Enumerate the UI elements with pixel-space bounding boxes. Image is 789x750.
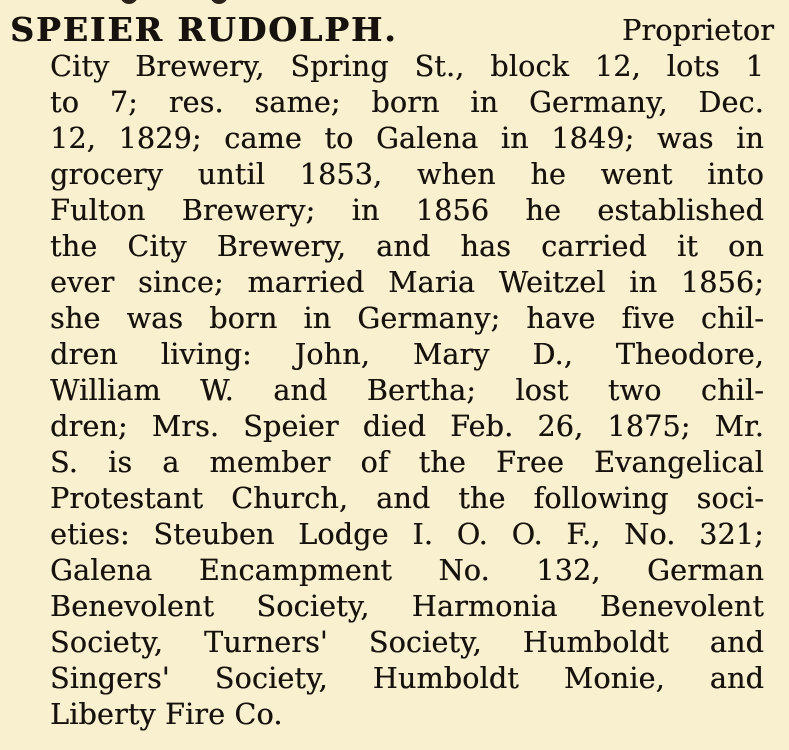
entry-line-17: Society, Turners' Society, Humboldt and [50,625,764,659]
entry-line-15: Galena Encampment No. 132, German [50,553,764,587]
entry-line-13: Protestant Church, and the following soci- [50,481,764,515]
entry-line-1: City Brewery, Spring St., block 12, lots 1 [50,49,764,83]
entry-line-3: 12, 1829; came to Galena in 1849; was in [50,121,764,155]
entry-line-8: she was born in Germany; have five chil- [50,301,764,335]
entry-line-2: to 7; res. same; born in Germany, Dec. [50,85,764,119]
entry-line-5: Fulton Brewery; in 1856 he established [50,193,764,227]
entry-headword: SPEIER RUDOLPH. [10,10,398,49]
entry-line-0: Proprietor [621,13,774,47]
entry-line-18: Singers' Society, Humboldt Monie, and [50,661,764,695]
entry-line-19: Liberty Fire Co. [50,697,283,731]
entry-line-12: S. is a member of the Free Evangelical [50,445,764,479]
entry-line-14: eties: Steuben Lodge I. O. O. F., No. 321; [50,517,764,551]
entry-line-9: dren living: John, Mary D., Theodore, [50,337,764,371]
entry-line-10: William W. and Bertha; lost two chil- [50,373,764,407]
entry-line-4: grocery until 1853, when he went into [50,157,764,191]
entry-line-16: Benevolent Society, Harmonia Benevolent [50,589,764,623]
entry-line-7: ever since; married Maria Weitzel in 1856; [50,265,764,299]
entry-first-line [10,12,774,48]
entry-line-11: dren; Mrs. Speier died Feb. 26, 1875; Mr. [50,409,764,443]
entry-line-6: the City Brewery, and has carried it on [50,229,764,263]
